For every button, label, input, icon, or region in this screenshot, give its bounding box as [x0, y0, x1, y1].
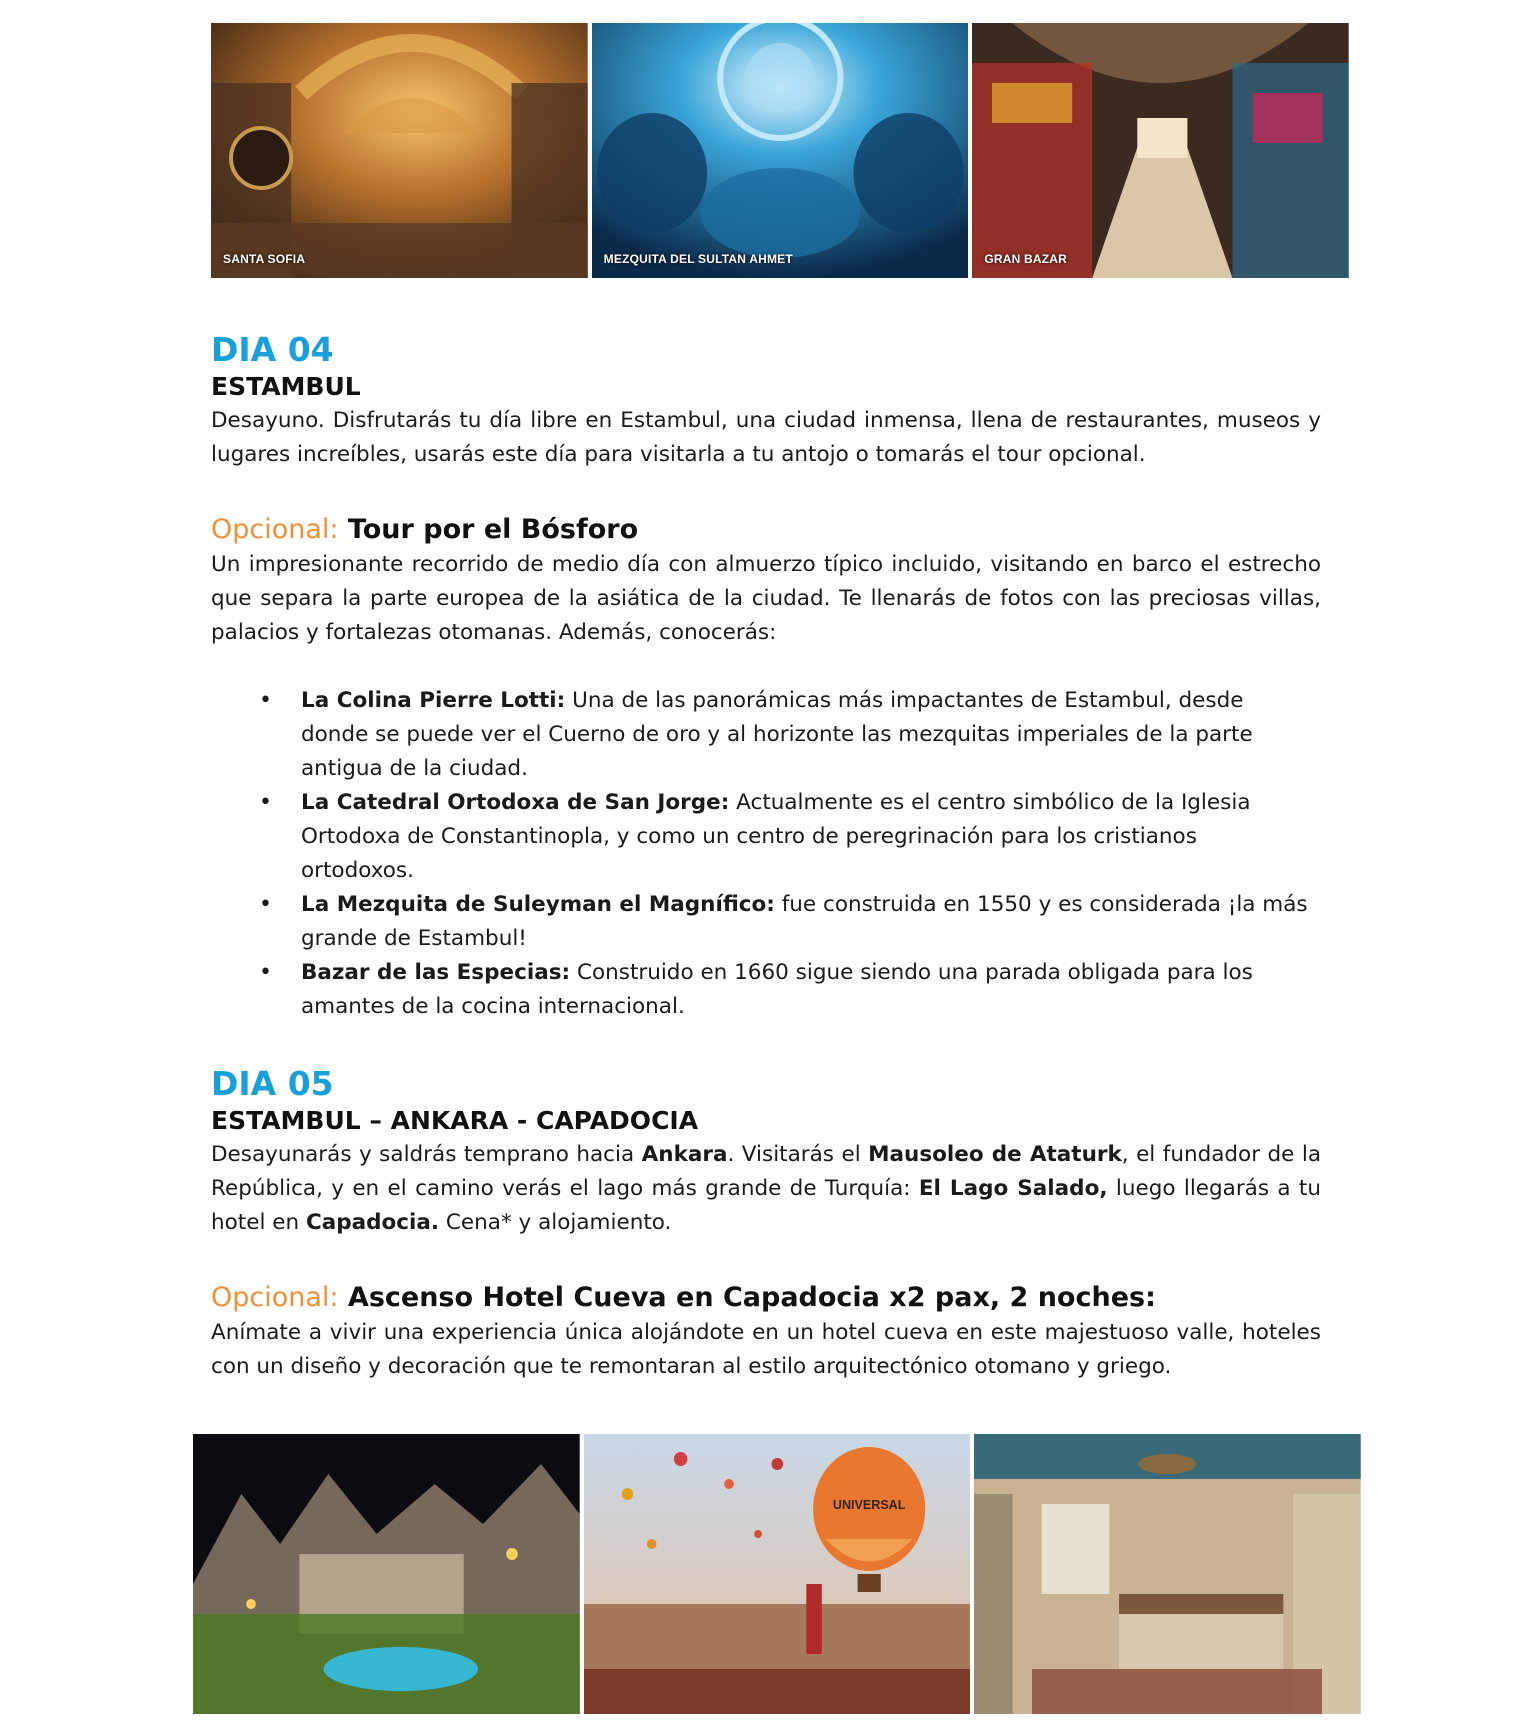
list-item — [211, 786, 1321, 888]
optional-label: Opcional: — [211, 1282, 339, 1313]
santa-sofia-photo — [211, 23, 588, 278]
sight-name: La Catedral Ortodoxa de San Jorge: — [301, 790, 730, 815]
bottom-photo-strip — [193, 1434, 1361, 1714]
photo-caption: GRAN BAZAR — [984, 252, 1068, 266]
svg-text:UNIVERSAL: UNIVERSAL — [832, 1496, 906, 1513]
balloons-photo — [584, 1434, 971, 1714]
day-description: Desayunarás y saldrás temprano hacia Ankara. Visitarás el Mausoleo de Ataturk, el fundador de la República, y en el camino verás el lago más grande de Turquía: El Lago Salado, luego llegarás a tu hotel en Capadocia. Cena* y alojamiento. — [211, 1142, 1321, 1235]
optional-heading — [211, 1280, 1321, 1316]
top-photo-strip — [211, 23, 1349, 278]
itinerary-content — [211, 330, 1321, 1384]
cave-hotel-night-photo — [193, 1434, 580, 1714]
photo-caption: MEZQUITA DEL SULTAN AHMET — [603, 252, 793, 266]
cave-room-photo — [974, 1434, 1361, 1714]
day-description: Desayuno. Disfrutarás tu día libre en Estambul, una ciudad inmensa, llena de restaurantes, museos y lugares increíbles, usarás este día para visitarla a tu antojo o tomarás el tour opcional. — [211, 408, 1321, 467]
optional-heading — [211, 512, 1321, 548]
sight-text: Una de las panorámicas más impactantes de Estambul, desde donde se puede ver el Cuerno de oro y al horizonte las mezquitas imperiales de la parte antigua de la ciudad. — [301, 688, 1253, 781]
optional-description: Anímate a vivir una experiencia única alojándote en un hotel cueva en este majestuoso valle, hoteles con un diseño y decoración que te remontaran al estilo arquitectónico otomano y griego. — [211, 1320, 1321, 1379]
sight-name: Bazar de las Especias: — [301, 960, 571, 985]
list-item — [211, 684, 1321, 786]
list-item — [211, 888, 1321, 956]
optional-title: Ascenso Hotel Cueva en Capadocia x2 pax, 2 noches: — [347, 1282, 1156, 1313]
photo-caption: SANTA SOFIA — [223, 252, 306, 266]
sight-name: La Mezquita de Suleyman el Magnífico: — [301, 892, 775, 917]
day-title: DIA 04 — [211, 330, 334, 369]
optional-title: Tour por el Bósforo — [347, 514, 639, 545]
grand-bazaar-photo — [972, 23, 1349, 278]
route-title: ESTAMBUL — [211, 372, 361, 401]
sights-list — [211, 684, 1321, 1024]
route-title: ESTAMBUL – ANKARA - CAPADOCIA — [211, 1106, 699, 1135]
bullet: • — [259, 892, 272, 917]
bullet: • — [259, 960, 272, 985]
sight-text: Construido en 1660 sigue siendo una parada obligada para los amantes de la cocina internacional. — [301, 960, 1253, 1019]
sight-text: Actualmente es el centro simbólico de la Iglesia Ortodoxa de Constantinopla, y como un centro de peregrinación para los cristianos ortodoxos. — [301, 790, 1251, 883]
day-title: DIA 05 — [211, 1064, 334, 1103]
bullet: • — [259, 790, 272, 815]
optional-label: Opcional: — [211, 514, 339, 545]
list-item — [211, 956, 1321, 1024]
optional-description: Un impresionante recorrido de medio día con almuerzo típico incluido, visitando en barco el estrecho que separa la parte europea de la asiática de la ciudad. Te llenarás de fotos con las preciosas villas, palacios y fortalezas otomanas. Además, conocerás: — [211, 552, 1321, 645]
bullet: • — [259, 688, 272, 713]
sight-name: La Colina Pierre Lotti: — [301, 688, 566, 713]
sight-text: fue construida en 1550 y es considerada ¡la más grande de Estambul! — [301, 892, 1308, 951]
blue-mosque-photo — [592, 23, 969, 278]
